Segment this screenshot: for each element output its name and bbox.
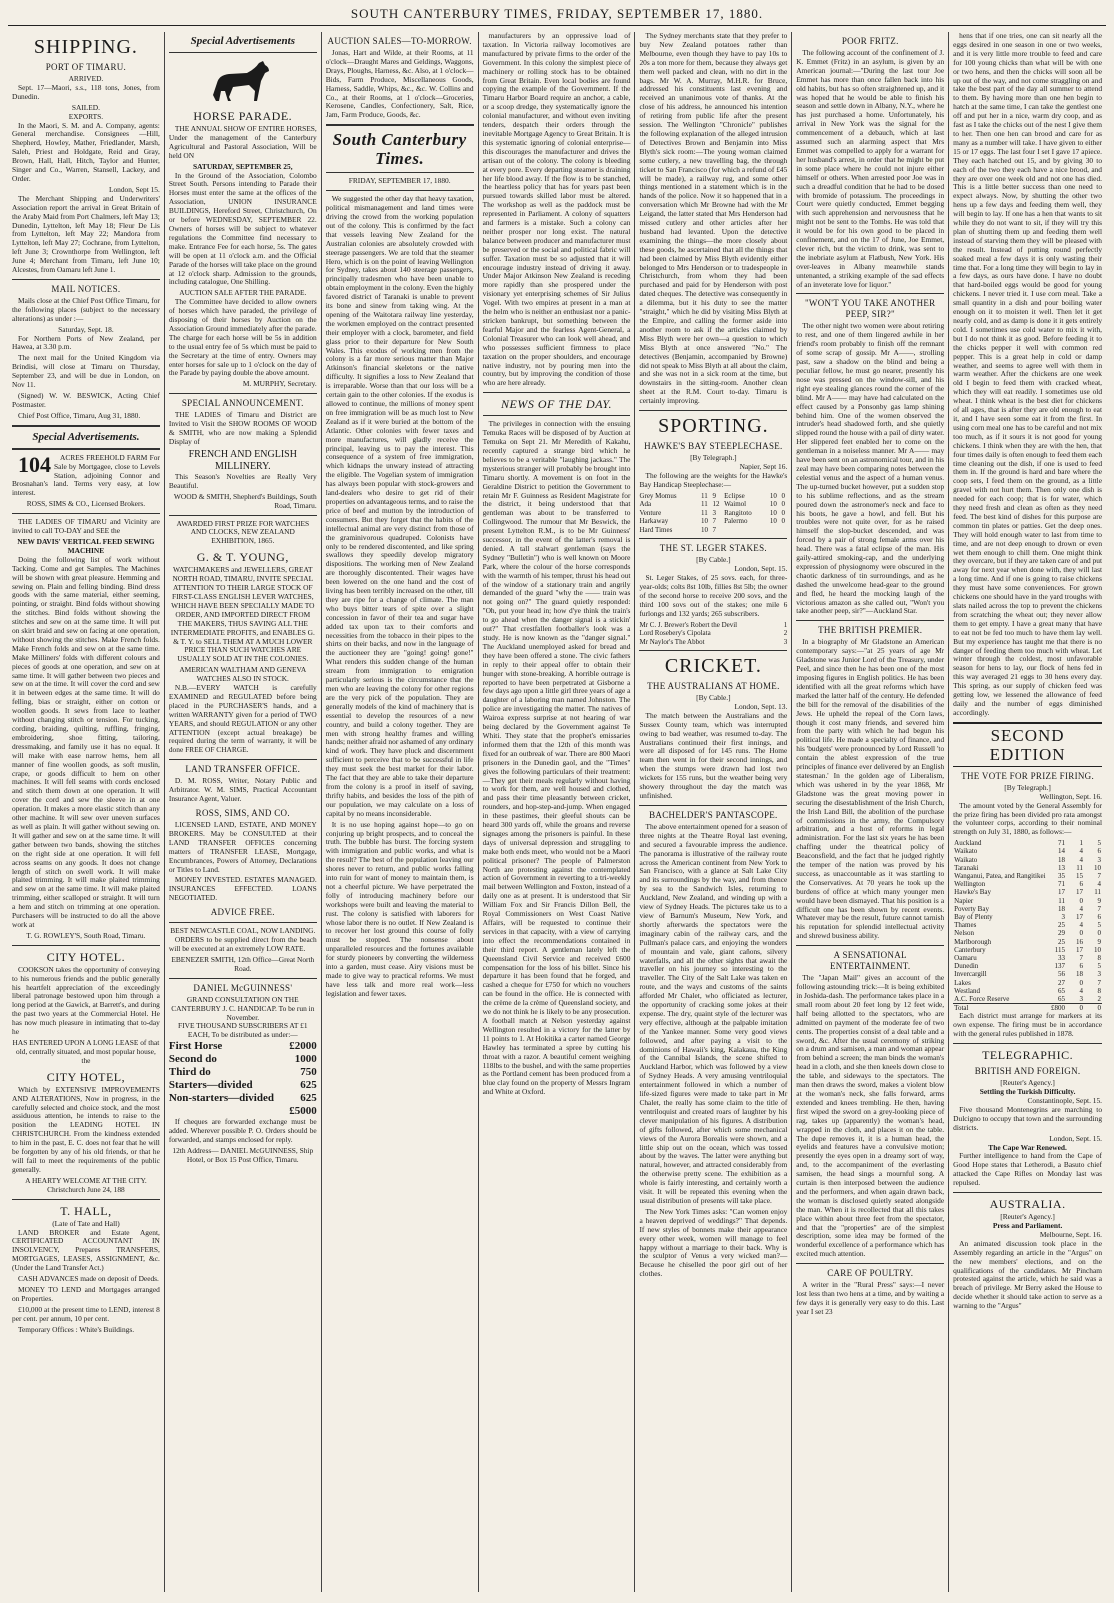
table-cell-corps: Waikato [954, 855, 978, 864]
table-cell-amount: 6 [1097, 913, 1102, 922]
cheques-text: If cheques are forwarded exchange must be added. Wherever possible P. O. Orders should be forwarded, and stamps enclosed for reply. [168, 1117, 317, 1145]
hall-sub: (Late of Tate and Hall) [52, 1218, 120, 1228]
land-transfer-title: LAND TRANSFER OFFICE. [185, 764, 301, 775]
press-text: An animated discussion took place in the Assembly regarding an article in the "Argus" on the new members' elections, and on the qualifications of the candidates. Mr Pincham protested against the article, which he said was a breach of privilege. Mr Berry asked the House to decide whether it should take action to serve as a warning to the "Argus" [953, 1238, 1103, 1311]
race-intro: The following are the weights for the Hawke's Bay Handicap Steeplechase:— [639, 470, 788, 489]
table-cell-amount: 15 [1076, 872, 1084, 881]
table-cell-amount: 56 [1058, 970, 1066, 979]
show-text2: In the Ground of the Association, Colombo Street South. Persons intending to Parade their Horses must enter the same at the offices of the Association, UNION INSURANCE BUILDINGS, Hereford Street, Christchurch, On or before WEDNESDAY, SEPTEMBER 22. Owners of horses will be subject to whatever regulations the Committee find necessary to make. Entrance Fee for each horse, 5s. The gates will be open at 11 o'clock a.m. and the Official Parade of the horses will take place on the ground at 12 o'clock sharp. Admission to the grounds, including catalogue, One Shilling. [168, 170, 317, 287]
divider [12, 425, 160, 427]
table-cell-amount: 17 [1058, 888, 1066, 897]
by-telegraph: [By Telegraph.] [690, 453, 737, 463]
divider [12, 279, 160, 280]
announce-text2: This Season's Novelties are Really Very Beautiful. [168, 471, 317, 490]
divider [796, 1263, 944, 1264]
consultation: GRAND CONSULTATION ON THE CANTERBURY J. C. HANDICAP. To be run in November. [171, 994, 315, 1022]
st-leger-title: THE ST. LEGER STAKES. [659, 543, 767, 554]
table-cell-corps: Westland [954, 986, 981, 995]
table-cell-amount: 11 [1076, 863, 1084, 872]
city-hotel-title-2: CITY HOTEL, [46, 1069, 126, 1084]
table-cell-amount: 16 [1076, 937, 1084, 946]
editorial: We suggested the other day that heavy taxation, political mismanagement and land times were driving the crowd from the working population out of the colony. This is confirmed by the fact that vessels leaving New Zealand for the Australian colonies are absolutely crowded with steerage passengers. We are told that the steamer Hero, which is on the point of leaving Wellington for Sydney, takes about 140 steerage passengers, principally tradesmen who have been unable to obtain employment in the colony. Even the highly favored district of Taranaki is unable to prevent its bone and sinew from taking wing. At the opening of the Waitotara railway line yesterday, the workmen employed on the contract presented their employer with a clock, barometer, and field glass prior to their departure for New South Wales. This exodus of working men from the colony is a far more serious matter than Major Atkinson's financial skeletons or the native difficulty. It signifies a loss to New Zealand that is irreparable. Worse than that our loss will be a certain gain to the other colonies. If the exodus is allowed to continue, the millions of money spent on free immigration will be as much lost to New Zealand as if it were buried at the bottom of the Atlantic. Other colonies with fewer taxes and more manufactures, will gladly receive the principal, leaving us to pay the interest. This consequence of a system of free immigration, which kidnaps the unwary instead of attracting the eligible. The Vogelian system of immigration has always been popular with stock-growers and land-dealers who desire to get rid of their properties on advantageous terms, and to raise the price of beef and mutton by the introduction of consumers. But they forget that the habits of the intellectual animal are very distinct from those of the graminivorous quadruped. Colonists have only to be rendered discontented, and like spring swallows they speedily develop migratory dispositions. The working men of New Zealand are thoroughly discontented. Their wages have been lowered on the one hand and the cost of living has been terribly increased on the other, till they are ripe for a change of climate. The man who buys bitter tears of spite over a slight concession in favor of their tea and sugar have added tax upon tax to their comforts and necessities from the tobacco in their pipes to the shirts on their backs, and now in the language of the auctioneer they are "going! going! gone!" What renders this sudden change of the human stream from immigration to emigration particularly serious is the circumstance that the men who are leaving the colony for other regions are the very pick of the population. They are generally models of the kind of machinery that is essential to develop the resources of a new country, and build a colony together. They are men with strong healthy frames and willing hands; neither afraid nor ashamed of any ordinary kind of work. They have pluck and discernment sufficient to perceive that to be successful in life they must seek the best market for their labor. The fact that they are able to take their departure from the colony is a proof in itself of saving, thrifty habits, and besides the loss of the pith of our population, we may calculate on a loss of capital by no means inconsiderable. [325, 194, 474, 818]
mail-text2: For Northern Ports of New Zealand, per Hawea, at 3.30 p.m. [12, 333, 160, 352]
col7-text: hens that if one tries, one can sit nearly all the eggs desired in one season in one or two weeks, and it is very little more trouble to feed and care for 100 young chicks than what will be with one or two hens, and then the chicks will soon all be up out of the way, and not come straggling on and take the best part of the day all summer to attend to them. By having more than one hen begin to hatch at the same time, I can take the gentlest one off and put her in a nice, warm dry coop, and as fast as I take the chicks out of the nest I give them to her. Then one hen can brood and care for as many as a number will take. I have given to either 15 or 17 eggs. The last four I set I gave 17 apiece. They each hatched out 15, and by giving 30 to each of the two they each have a nice brood, and they are over one week old and not one has died. This is a little better success than one need to expect always. Now, by shutting the other two hens up a few days and feeding them well, they will begin to lay. If one has a hen that wants to sit while they do not want to sit, if they will try this plan of shutting them up and feeding them well instead of starving them they will be pleased with the result. Instead of putting round perfectly soaked meal a few days it is only wasting their time that. For a long time they will begin to lay in a few days, as ours have done. I have no doubt that hard-boiled eggs would be good for young chickens. I never tried it. I use corn meal. Take a small quantity in a dish and pour boiling water enough on it to moisten it well. Then let it get nearly cold, and as damp is done it it gets entirely cold. I sometimes use cold water to mix it with, but I do not think it as good. Before feeding it to the chicks pepper it well with common red pepper. This is a great help in cold or damp weather, and seems to agree well with them in warm weather. After the chickens are one week old I begin to feed them with cracked wheat, which they will eat readily. I sometimes use old wheat. I think wheat is the best diet for chickens of all ages, that is after they are old enough to eat it, and I have seen some eat it from the first. In using corn meal one has to be careful and not mix too much, as if it sours it is not good for young chickens. I think when they are with the hen, that four times daily is often enough to feed them each time cleaning out the dish, if one is used to feed them in. If the ground is hard and bare where the coop sets, I feed them on the ground, as a little gravel with not hurt them. Then only one dish is needed for each coop; that is for water, which they need fresh and clean as often as they need feed. The best kind of dishes for this purpose are common tin plates or patties. Get the deep ones. They will hold enough water to last from time to time, and are not deep enough to drown or even wet them enough to chill them. One might think they overcare, but if they are taken care of and put away for next year when done with, they will last a long time. And if one is going to raise chickens they must have some conveniences. For grown chickens one should have in the yard troughs with slats nailed across the top to prevent the chickens from scratching the wheat out; they never allow them to get empty. I have a great many that have to eat not be fed too much to have them lay well. But my experience has taught me that there is no danger of feeding them too much with wheat. Let winter through the coldest, most unfavorable season for hens to lay, our flock of hens fed in this way averaged 21 eggs to 30 hens every day. This spring, as our supply of chicken feed was getting low, we lessened the allowance of feed daily and the number of eggs diminished accordingly. [953, 32, 1103, 717]
prize-row: Third do 750 [168, 1066, 317, 1079]
table-cell-amount: 8 [1097, 986, 1102, 995]
offices-text: Temporary Offices : White's Buildings. [18, 1324, 135, 1334]
table-cell-amount: 71 [1058, 839, 1066, 848]
reuters: [Reuter's Agency.] [1000, 1212, 1055, 1222]
table-row [953, 856, 1102, 864]
newcastle-coal: BEST NEWCASTLE COAL, NOW LANDING. [170, 926, 316, 936]
ebenezer: EBENEZER SMITH, 12th Office—Great North Road. [171, 954, 315, 973]
by-cable: [By Cable.] [696, 693, 731, 703]
table-cell-amount: 71 [1058, 880, 1066, 889]
table-row [953, 897, 1102, 905]
address: 12th Address— DANIEL McGUINNESS, Ship Hotel, or Box 15 Post Office, Timaru. [172, 1145, 314, 1164]
table-cell-amount: 4 [1079, 855, 1084, 864]
mcguinness-title: DANIEL McGUINNESS' [193, 982, 293, 993]
paper-date: FRIDAY, SEPTEMBER 17, 1880. [348, 176, 451, 186]
turkish-title: Settling the Turkish Difficulty. [979, 1087, 1076, 1097]
reuters: [Reuter's Agency.] [1000, 1078, 1055, 1088]
melbourne-date: Melbourne, Sept. 16. [1039, 1229, 1103, 1239]
table-cell-amount: 4 [1079, 847, 1084, 856]
table-cell-amount: 11 [1094, 888, 1102, 897]
murphy: M. MURPHY, Secretary. [242, 379, 317, 389]
table-cell-amount: 3 [1097, 970, 1102, 979]
table-cell-amount: 33 [1058, 954, 1066, 963]
divider [639, 805, 787, 806]
table-cell-amount: 10 [1094, 945, 1102, 954]
london-date: London, Sept. 13. [734, 701, 788, 711]
table-cell-amount: 27 [1058, 978, 1066, 987]
table-cell-corps: Poverty Bay [954, 904, 989, 913]
arrived-text: Sept. 17—Maori, s.s., 118 tons, Jones, from Dunedin. [12, 82, 160, 101]
advice-free: ADVICE FREE. [210, 907, 275, 918]
table-cell-amount: 137 [1054, 962, 1066, 971]
firing-text2: Each district must arrange for markers at its own expense. The firing must be in accordance with the general rules published in 1878. [953, 1011, 1103, 1039]
table-row [953, 905, 1102, 913]
table-row: Hard Times 10 7 [639, 525, 717, 534]
ross-text: LICENSED LAND, ESTATE, AND MONEY BROKERS. May be CONSULTED at their LAND TRANSFER OFFICES concerning matters of TRANSFER LEASE, Mortgage, Encumbrances, Powers of Attorney, Declarations or Titles to Land. [168, 820, 317, 874]
prize-row: First Horse £2000 [168, 1040, 317, 1053]
mail-office: Chief Post Office, Timaru, Aug 31, 1880. [18, 410, 141, 420]
table-cell-amount: 3 [1079, 995, 1084, 1004]
prize-row: Non-starters—divided 625 [168, 1092, 317, 1105]
table-cell-corps: Waikato [954, 847, 978, 856]
table-cell-amount: 7 [1097, 872, 1102, 881]
poultry-title: CARE OF POULTRY. [827, 1268, 914, 1279]
table-cell-amount: 5 [1097, 962, 1102, 971]
table-cell-corps: Wellington [954, 880, 986, 889]
firing-table [953, 839, 1102, 1012]
australia-title: AUSTRALIA. [989, 1197, 1066, 1212]
table-cell-amount: 6 [1079, 962, 1084, 971]
prize-row: Second do 1000 [168, 1053, 317, 1066]
special-ads-heading: Special Advertisements [190, 35, 295, 47]
table-cell-amount: 25 [1058, 937, 1066, 946]
special-announce-title: SPECIAL ANNOUNCEMENT. [181, 398, 304, 409]
table-cell-corps: Lakes [954, 978, 971, 987]
table-cell-corps: Hawke's Bay [954, 888, 991, 897]
weights-table [639, 492, 787, 535]
london-date: London, Sept 15. [108, 184, 160, 194]
table-cell-amount: 0 [1079, 896, 1084, 905]
table-cell-amount: 4 [1079, 921, 1084, 930]
sensational-title: A SENSATIONAL ENTERTAINMENT. [829, 950, 911, 972]
table-cell-corps: Invercargill [954, 970, 987, 979]
cash-text: CASH ADVANCES made on deposit of Deeds. [18, 1274, 159, 1284]
table-cell-amount: 8 [1097, 954, 1102, 963]
table-row [953, 979, 1102, 987]
port-heading: PORT OF TIMARU. [45, 62, 127, 72]
millinery: FRENCH AND ENGLISH MILLINERY. [188, 448, 297, 472]
table-row [953, 970, 1102, 978]
table-cell-corps: Thames [954, 921, 977, 930]
divider [12, 1199, 160, 1200]
divider [326, 172, 474, 173]
table-cell-corps: Canterbury [954, 945, 986, 954]
fritz-title: POOR FRITZ. [841, 36, 899, 46]
table-cell-amount: 0 [1084, 1004, 1102, 1013]
divider [326, 190, 474, 191]
table-cell-amount: 115 [1054, 945, 1066, 954]
cape-title: The Cape War Renewed. [988, 1142, 1067, 1152]
nb-text: N.B.—EVERY WATCH is carefully EXAMINED and REGULATED before being placed in the PURCHASER'S hands, and a written WARRANTY given for a period of TWO YEARS, and should REGULATION or any other ATTENTION (except actual breakage) be required during the term of warranty, it will be done FREE OF CHARGE. [168, 683, 317, 755]
column-5 [635, 32, 792, 1592]
shipping-title: SHIPPING. [33, 36, 138, 58]
table-cell-amount: 7 [1079, 954, 1084, 963]
table-cell-corps: Bay of Plenty [954, 913, 993, 922]
column-1 [8, 32, 165, 1592]
table-row [953, 913, 1102, 921]
special-ads-heading: Special Advertisements. [32, 430, 140, 443]
table-cell-amount: 11 [1058, 896, 1066, 905]
table-row [953, 847, 1102, 855]
wellington-date: Wellington, Sept. 16. [1039, 791, 1103, 801]
col5-text: The Sydney merchants state that they prefer to buy New Zealand potatoes rather than Melbourne, even though they have to pay 10s to 20s a ton more for them, because they always get them well packed and clean, with no dirt in the bags. Mr W. A. Murray, M.H.R. for Bruce, addressed his constituents last evening and received an unanimous vote of thanks. At the close of his address, he announced his intention of retiring from public life after the present session. The Wellington "Chronicle" publishes the following explanation of the alleged intrusion of Detectives Brown and Benjamin into Miss Blyth's sick room:—The young woman claimed some cutlery, a new travelling bag, the through ticket to San Francisco (for which a refund of £45 will be made), a railway rug, and some other things mentioned in a statement which is in the hands of the police. Now it so happened that in a conversation which Mr Browne had with the Mr Leigand, the latter stated that Mrs Henderson had missed cutlery and other articles after her husband had levanted. Upon the detective examining the things—the more closely about these goods, he ascertained that all the things that had been claimed by Miss Blyth evidently either belonged to Mrs Henderson or to tradespeople in Christchurch, from whom they had been purchased and paid for by Henderson with post dated cheques. The detective was consequently in a dilemma, but it his duty to see the matter "straight," which he did by visiting Miss Blyth at the Empire, and calling the former aside into another room to ask if the articles claimed by Miss Blyth were her own—a question to which Miss Blyth at once answered "No." The detectives (Benjamin, accompanied by Browne) did not speak to Miss Blyth at all about the claim, and she was not in a sick room at the time, but downstairs in the sitting-room. Another clean sheet at the R.M. Court to-day. Timaru is certainly improving. [639, 32, 788, 406]
table-cell-amount: 7 [1097, 904, 1102, 913]
table-cell-corps: Nelson [954, 929, 974, 938]
sporting-title: SPORTING. [658, 415, 769, 438]
london-date: London, Sept. 15. [1049, 1133, 1103, 1143]
divider [639, 410, 787, 411]
news-text: The privileges in connection with the ensuing Temuka Races will be disposed of by Auction at Temuka on Sept 21. Mr Meredith of Kakahu, recently captured a strange bird which he believes to be a veritable "laughing jackass." The mysterious stranger will probably be brought into Timaru shortly. A movement is on foot in the Geraldine District to petition the Government to retain Mr F. Guinness as Resident Magistrate for the district, it being understood that that gentleman was about to be transferred to Collingwood. The rumour that Mr Beswick, the present Lyttelton R.M., is to be Mr Guinness' successor, in the event of the latter's removal is denied. A tall stalwart gentleman (says the Sydney "Bulletin") who is well known on Moore Park, where the colour of the horse corresponds with the warmth of his temper, thrust his head out of the window of a stationary train and angrily demanded of the guard "why the —— train was not going on?" The guard quietly responded: "Oh, put your head in; how d'ye think the train's to go ahead when the danger signal is a stickin' out?" That crestfallen footballer's look was a study. He is now known as the "danger signal." The Auckland unemployed asked for bread and they have been offered a stone. The civic fathers in reply to their appeal offer to obtain their hunger with stone-breaking. A horrible outrage is reported to have been perpetrated at Gisborne a few days ago upon a little girl three years of age a daughter of a laboring man named Johnston. The police are investigating the matter. The natives of Wairoa express surprise at not hearing of war being declared by the Government against Te Whiti. They state that the prophet's emissaries informed them that the 12th of this month was fixed for an outbreak of war. There are 800 Maori prisoners in the Dunedin gaol, and the "Times" gives the following particulars of their treatment:—They get their meals regularly without having to work for them, are well housed and clothed, and pass their time pleasantly between cricket, rounders, and hop-step-and-jump. When engaged in these pastimes, their gleeful shouts can be heard 300 yards off, while the groans and reverse signages among the prisoners is painful. In these days of universal depression and struggling to make both ends meet, who would not be a Maori political prisoner? The people of Palmerston North are protesting against the contemplated action of Government in reverting to a tri-weekly mail between Wellington and Foxton, instead of a daily one as at present. It is understood that Sir William Fox and Sir Francis Dillon Bell, the Royal Commissioners on West Coast Native Affairs, will be requested to continue their services in that capacity, with a view of carrying into effect the recommendations contained in their third report. A gentleman lately left the Queensland Civil Service and received £600 compensation for the loss of his billet. Since his departure it has been found that he forged, and cashed a cheque for £750 for which no vouchers can be found in the office. He is connected with the crème de la crème of Queensland society, and we do not think he is likely to be any prosecution. A football match at Nelson yesterday against Wellington resulted in a victory for the latter by 11 points to 1. At Hokitika a carter named George Hawley has terminated a spree by cutting his throat with a razor. A beautiful cement weighing 118lbs to the bushel, and with the same properties as the Portland cement has been produced from a blue clay found on the property of Messrs Ingram and White at Oxford. [482, 419, 631, 1097]
city-hotel-title: CITY HOTEL. [46, 949, 126, 964]
table-cell-amount: 4 [1079, 986, 1084, 995]
bachelder-title: BACHELDER'S PANTASCOPE. [649, 809, 778, 820]
table-row [953, 872, 1102, 880]
table-cell-amount: 18 [1058, 904, 1066, 913]
table-row: Ada 11 12 Waimol 10 0 [639, 500, 785, 509]
auction-text: Jonas, Hart and Wilde, at their Rooms, at 11 o'clock—Draught Mares and Geldings, Waggons, Drays, Ploughs, Harness, &c. Also, at 1 o'clock—Bids, Farm Produce, Miscellaneous Goods, Harness, Saddle, Whips, &c., &c. W. Collins and Co., at their Rooms, at 1 o'clock—Groceries, Kerosene, Candles, Confectionery, Salt, Rice, Jam, Farm Produce, Goods, &c. [325, 48, 474, 120]
firing-text: The amount voted by the General Assembly for the prize firing has been divided pro rata amongst the volunteer corps, according to their nominal strength on July 31, 1880, as follows:— [953, 800, 1103, 837]
divider [12, 448, 160, 450]
table-cell-corps: Oamaru [954, 954, 977, 963]
davis-text: Doing the following list of work without Tacking. Come and get Samples. The Machines will be shown with great pleasure. Hemming and sewing on. Plain and felling binding. Bind dress goods with the same material, either seeming, pointing, or straight. Bind folds without showing the stitches. Bind folds without showing the stitches and sew on at the same time. It will put on skirt braid and sew on facing at one operation, without showing the stitches. Make French folds. Make French folds and sew on at the same time. Make Milliners' folds with different colours and pieces of goods at one operation, and sew on at same time. It will gather between two pieces and sew on at the time. It will cover the cord and sew it in between edges at the same time. It will do felling, bias or straight, either on cotton or woollen goods. It sews from lace to leather without changing stitch or tension. For tucking, cording, braiding, quilting, ruffling, fringing, embroidering, shoe fitting, tailoring, dressmaking, and family use it has no equal. It will make with ease narrow hems, hem all manner of fine woollen goods, as soft muslin, crape, or goods difficult to hem on other machines. It will fell seams with cords enclosed and stitch them down at one operation. It will cover the cord and sew the sleeve in at one operation. It makes a more elastic stitch than any other machine. It will sew over uneven surfaces as well as plain. It will gather without sewing on. It will gather and sew on at the same time. It will gather between two bands, showing the stitches on the right side at one operation. It will fell across seams on any goods. It does not change length of stitch on swell work. It will make plaited trimming. It will make plaited trimming and sew on at the same time. It will make plaited trimming, either scalloped or straight. It will turn a hem and stitch on trimming at one operation. Purchasers will be instructed to do all the above work at [12, 554, 160, 929]
lend-text: £10,000 at the present time to LEND, interest 8 per cent. per annum, 10 per cent. [12, 1304, 160, 1323]
napier-date: Napier, Sept 16. [739, 461, 788, 471]
nyt-text: The New York Times asks: "Can women enjoy a heaven deprived of weddings?" That depends. If new styles of bonnets make their appearance every other week, women will manage to feel happy without a marriage to their back. Why is the sculptor of Venus a very wicked man?—Because he chiselled the poor girl out of her clothes. [639, 1206, 788, 1279]
news-title: NEWS OF THE DAY. [501, 397, 612, 412]
ross-names: D. M. ROSS, Writer, Notary Public and Arbitrator. W. M. SIMS, Practical Accountant Insurance Agent, Valuer. [168, 776, 317, 804]
london-date: London, Sept. 15. [734, 564, 788, 574]
divider [169, 52, 317, 53]
table-cell-amount: 25 [1058, 921, 1066, 930]
divider [169, 978, 317, 979]
table-cell-corps: Taranaki [954, 863, 979, 872]
london-text: The Merchant Shipping and Underwriters' Association report the arrival in Great Britain of the Araby Maid from Port Chalmers, left May 13; Dunedin, Lyttelton, left May 18; Fleur De Lis from Lyttelton, left May 22; Mandora from Lyttelton, left May 27; Cochrane, from Lyttelton, left June 3; Crownthorpe from Wellington, left June 4; Merchant from Timaru, left June 10; Alcestes, from Oamaru left June 1. [12, 193, 160, 275]
table-cell-amount: 5 [1097, 921, 1102, 930]
wont-title: "WON'T YOU TAKE ANOTHER PEEP, SIR?" [804, 298, 936, 320]
table-row: Mr C. J. Brewer's Robert the Devil 1 [639, 620, 788, 629]
table-cell-corps: Marlborough [954, 937, 992, 946]
horse-icon [203, 57, 283, 105]
leger-text: St. Leger Stakes, of 25 sovs. each, for three-year-olds; colts 8st 10lb, fillies 8st 5lb; the owner of the second horse to receive 200 sovs, and the third 100 sovs out of the stakes; one mile 6 furlongs and 132 yards; 265 subscribers. [639, 573, 788, 618]
table-cell-amount: 0 [1066, 1004, 1084, 1013]
press-title: Press and Parliament. [992, 1220, 1063, 1230]
young-title: G. & T. YOUNG, [196, 550, 289, 565]
column-3 [322, 32, 479, 1592]
divider [12, 945, 160, 946]
hotel-date: Christchurch June 24, 188 [47, 1184, 125, 1194]
divider [639, 650, 787, 651]
arrived-label: ARRIVED. [68, 74, 104, 83]
table-cell-amount: 29 [1058, 929, 1066, 938]
telegraphic-title: TELEGRAPHIC. [982, 1048, 1074, 1063]
col4-text: manufacturers by an oppressive load of taxation. In Victoria railway locomotives are manufactured by private firms to the order of the Government. In this colony the simplest piece of machinery or rolling stock has to be obtained from Great Britain. Even local bodies are found copying the example of the Government. If the Timaru Harbor Board require an anchor, a cable, or a scoop dredge, they systematically ignore the colonial manufacturer, and without even inviting tenders, despatch their orders through the inevitable Mortgage Agency to Great Britain. It is this systematic ignoring of colonial enterprise—this discourages the manufacturer and drives the artisan out of the colony. The colony is bleeding at every pore. Every departing steamer is draining her life blood away. If the flow is to be stanched, the heartless policy that has for years past been pursued towards skilled labor must be altered. The workshop as well as the paddock must be represented in Parliament. A colony of squatters and farmers is a mistake. Such a colony can neither prosper nor long exist. The natural balance between producer and manufacturer must be preserved or the social and political fabric will suffer. Taxation must be so adjusted that it will encourage industry instead of driving it away. Under Major Atkinson New Zealand is receding more rapidly than she prospered under the visionary yet enterprising schemes of Sir Julius Vogel. With two empires at present in a man at the helm who is neither an enthusiast nor a panic-stricken bankrupt, but something between the fearful Major and the fearless Agent-General, a Colonial Treasurer who can look well ahead, and who possesses sufficient firmness to place taxation on the proper shoulders, and encourage native industry, not by pouring men into the country, but by improving the condition of those who are here already. [482, 32, 631, 388]
table-row [953, 839, 1102, 847]
divider [326, 124, 474, 126]
paper-title: South Canterbury Times. [332, 130, 467, 169]
table-row: Mr Naylor's The Abbot 3 [639, 637, 788, 646]
premier-text: In a biography of Mr Gladstone an American contemporary says:—"at 25 years of age Mr Gladstone was Junior Lord of the Treasury, under Peel, and since then he has been one of the most imposing figures in English politics. He has been identified with all the great reforms which have marked the latter half of the century. He defended the bill for the removal of the disabilities of the Jews. He upheld the repeal of the Corn laws, though it cost many friends, and severed him from the party with which he had begun his political life. He made a specialty of finance, and his 'budgets' were pronounced by Lord Russell 'to contain the ablest expression of the true principles of finance ever delivered by an English statesman.' In the golden age of Liberalism, which was ushered in by the year 1868, Mr Gladstone was the great moving power in securing the disestablishment of the Irish Church, the Irish Land Bill, the abolition of the purchase of commissions in the army, the Compulsory arbitration, and a host of reforms in legal administration. For the last six years he has been chaffing under the theatrical policy of Beaconsfield, and the fact that he judged rightly the temper of the nation was proved by his success, as unaccountable as it was startling to the Conservatives. At 70 years he took up the burdens of office at which many younger men would have been dismayed. That his position is a difficult one has been shown by recent events. Whatever may be the result, future cannot tarnish his reputation for splendid intellectual activity and shrewd business ability. [796, 637, 945, 941]
table-cell-amount: 9 [1097, 896, 1102, 905]
editorial-2: It is no use hoping against hope—to go on conjuring up bright prospects, and to conceal the truth. The bubble has burst. The forcing system with immigration and public works, and what is the result? The best of the population leaving our shores never to return, and public works falling into ruin for want of money to maintain them, is not a cheerful picture. We have perpetrated the folly of introducing machinery before our workshops were built and leaving the material to rust. The colony is satisfied with laborers for whose labor there is no outlet. If New Zealand is to recover her lost ground this course of folly must be stopped. The nonsense about unparalleled resources and the fortunes available for sturdy pioneers by converting the wilderness into a garden, must cease. Airy visions must be made to give way to practical reforms. We must have less talk and more real work—less legislation and fewer taxes. [325, 819, 474, 998]
hotel-text2: Which by EXTENSIVE IMPROVEMENTS AND ALTERATIONS, Now in progress, in the carefully selected and choice stock, and the most assiduous attention, he intends to raise to the position the LEADING HOTEL IN CHRISTCHURCH. From the kindness extended to him in the past, E. C. does not fear that he will be forgotten by any of his old friends, or that he will fail to meet the requirements of the public generally. [12, 1084, 160, 1174]
money-invested: MONEY INVESTED. ESTATES MANAGED. INSURANCES EFFECTED. LOANS NEGOTIATED. [168, 875, 317, 903]
table-cell-amount: 10 [1094, 863, 1102, 872]
australians-title: THE AUSTRALIANS AT HOME. [647, 681, 780, 692]
hotel-lease: HAS ENTERED UPON A LONG LEASE of that old, centrally situated, and most popular house, the [12, 1038, 160, 1065]
hotel-text: COOKSON takes the opportunity of conveying to his numerous friends and the public generally his heartfelt appreciation of the exceedingly liberal patronage bestowed upon him through a long period at the Gawick, at Barrett's, and during the past two years at the Commercial Hotel. He has now much pleasure in intimating that to-day he [12, 964, 160, 1037]
mail-signed: (Signed) W. W. BESWICK, Acting Chief Postmaster. [12, 391, 160, 409]
table-cell-amount: 35 [1058, 872, 1066, 881]
table-cell-amount: 65 [1058, 995, 1066, 1004]
by-telegraph: [By Telegraph.] [1004, 782, 1051, 792]
divider [639, 538, 787, 539]
sensational-text: The "Japan Mail" gives an account of the following astounding trick:—It is being exhibited in Joshida-dash. The performance takes place in a small room about 20 feet long by 12 feet wide, half being allotted to the spectators, who are admitted on payment of the moderate fee of two cents. The properties consist of a deal table and a sword, &c. After the usual ceremony of striking on a drum and samisen, a man and woman appear from behind a screen; the man binds the woman's head in a cloth, and she then kneels down close to the table, and sideways to the spectators. The man then draws the sword, makes a violent blow at the woman's neck, she falls forward, arms extended and knees trembling. He then, having first wiped the sword on a grey-looking piece of rag, takes up (apparently) the woman's head, wrapped in the cloth, and places it on the table. The dupe removes it, it is a human head, the eyelids and features have a convulsive motion; presently the eyes open in a dreamy sort of way, and, to the accompaniment of the everlasting samisen, the head sings a mournful song. A curtain is then interposed between the audience and the performers, and when again drawn back, the woman is disclosed quietly seated alongside the man. When it is recollected that all this takes place within about three feet from the spectator, and that the "properties" are of the simplest description, some idea may be formed of the wonderful excellence of a performance which has excited much attention. [796, 973, 945, 1259]
prize-list [169, 1040, 317, 1118]
table-row [953, 946, 1102, 954]
table-row [953, 995, 1102, 1004]
prize-total: £5000 [289, 1105, 317, 1118]
table-cell-corps: Auckland [954, 839, 982, 848]
divider [12, 513, 160, 514]
table-row [953, 929, 1102, 937]
table-cell-corps: A.C. Force Reserve [954, 995, 1010, 1004]
wood-smith: WOOD & SMITH, Shepherd's Buildings, South Road, Timaru. [173, 491, 317, 510]
table-cell-amount: 4 [1079, 904, 1084, 913]
american-watches: AMERICAN WALTHAM AND GENEVA WATCHES ALSO IN STOCK. [179, 665, 307, 684]
table-row [953, 880, 1102, 888]
committee-text: The Committee have decided to allow owners of horses which have paraded, the privilege of disposing of their horses by Auction on the Association Ground immediately after the parade. The charge for each horse will be 5s in addition to the usual entry fee of 5s which must be paid to the Secretary at the time of entry. Owners may enter horses for sale up to 1 o'clock on the day of the Parade by paying double the above amount. [168, 297, 317, 378]
ross-sims-title: ROSS, SIMS, AND CO. [195, 808, 290, 818]
table-row [953, 962, 1102, 970]
divider [169, 393, 317, 394]
ladies-text: THE LADIES OF TIMARU and Vicinity are invited to call TO-DAY and SEE the [12, 517, 160, 536]
divider [796, 293, 944, 294]
table-row [953, 921, 1102, 929]
auction-title: AUCTION SALES—TO-MORROW. [327, 36, 472, 46]
table-cell-amount: 65 [1058, 986, 1066, 995]
premier-title: THE BRITISH PREMIER. [818, 625, 923, 636]
hall-name: T. HALL, [60, 1203, 112, 1218]
table-cell-amount: 18 [1058, 855, 1066, 864]
table-cell-amount: 0 [1079, 929, 1084, 938]
table-cell-corps: Dunedin [954, 962, 979, 971]
table-cell-amount: 6 [1097, 847, 1102, 856]
table-cell-amount: £800 [1048, 1004, 1066, 1013]
table-row [953, 888, 1102, 896]
mail-title: MAIL NOTICES. [51, 283, 121, 294]
by-cable: [By Cable.] [696, 555, 731, 565]
mail-text3: The next mail for the United Kingdom via Brindisi, will close at Timaru on Thursday, September 23, and will be due in London, on Nov 11. [12, 353, 160, 390]
table-cell-amount: 1 [1079, 839, 1084, 848]
prize-row: Starters—divided 625 [168, 1079, 317, 1092]
constantinople-date: Constantinople, Sept. 15. [1027, 1096, 1103, 1106]
divider [169, 922, 317, 923]
table-row: Lord Rosebery's Cipolata 2 [639, 629, 788, 638]
table-cell-amount: 5 [1097, 839, 1102, 848]
davis-title: NEW DAVIS' VERTICAL FEED SEWING MACHINE [17, 536, 155, 555]
table-row: Grey Momus 11 9 Eclipse 10 0 [639, 491, 785, 500]
exports-label: EXPORTS. [68, 111, 104, 121]
table-cell-corps: Total [953, 1004, 1048, 1013]
sailed-label: SAILED. [71, 102, 100, 112]
hotel-welcome: A HEARTY WELCOME AT THE CITY. [25, 1175, 147, 1185]
table-cell-amount: 0 [1079, 978, 1084, 987]
divider [483, 392, 631, 393]
british-title: BRITISH AND FOREIGN. [974, 1066, 1081, 1077]
rowley: T. G. ROWLEY'S, South Road, Timaru. [26, 930, 146, 940]
prize-firing-title: THE VOTE FOR PRIZE FIRING. [961, 770, 1095, 781]
orders-text: ORDERS to be supplied direct from the beach will be executed at an extremely LOW RATE. [168, 935, 317, 953]
hawkes-title: HAWKE'S BAY STEEPLECHASE. [644, 441, 783, 452]
table-cell-amount: 17 [1076, 945, 1084, 954]
mail-text: Mails close at the Chief Post Office Timaru, for the following places (subject to the necessary alterations) as under :— [12, 295, 160, 323]
second-edition-title: SECOND EDITION [953, 722, 1102, 767]
divider [953, 1043, 1102, 1044]
turkish-text: Five thousand Montenegrins are marching to Dulcigno to occupy that town and the surrounding districts. [953, 1104, 1103, 1132]
column-7 [949, 32, 1106, 1592]
show-date: SATURDAY, SEPTEMBER 25, [193, 161, 293, 171]
table-row [953, 938, 1102, 946]
table-cell-amount: 14 [1058, 847, 1066, 856]
table-cell-amount: 9 [1097, 937, 1102, 946]
table-row [953, 864, 1102, 872]
table-row: Venture 11 3 Rangitoto 10 0 [639, 508, 785, 517]
bachelder-text: The above entertainment opened for a season of three nights at the Theatre Royal last evening, and secured a favourable impress the audience. The panorama is illustrative of the railway route across the American continent from New York to San Francisco, with a glance at Salt Lake City and its surroundings by the way, and from thence by sea to the Sandwich Isles, returning to Auckland, New Zealand, and winding up with a view of Sydney Heads. The pictures take us to a view of Barnum's Museum, New York, and shortly afterwards the spectators were the imaginary cabin of the railway cars, and the Pullman's palace cars, and enjoying the wonders of mountain and vale, giant cañons, silvery waterfalls, and all the other sights that await the traveller on his journey so interesting to the traveller. The City of the Salt Lake was taken en route, and the ways and customs of the saints afforded Mr Chalet, who officiated as lecturer, the opportunity of cracking some jokes at their expense. The dry, quaint style of the lecturer was very effective, although at the palpable imitation of the Yankee manner. Some very good views followed, and after paying a visit to the dominions of Hawaii's king, Kalakaua, the King of the Cannibal Islands, the scene shifted to Auckland Harbor, which was followed by a view of Sydney Heads. A very amusing ventriloquial entertainment followed in which a number of life-sized figures were made to take part in Mr Chalet, the really has some claim to the title of ventriloquist and created roars of laughter by his clever manipulation of his figures. A distribution of gifts followed, after which some mechanical views of the Aurora Borealis were shown, and a little ship out on the ocean, which was tossed about by the waves. The latter were anything but natural, however, and attracted considerably from the otherwise pretty scene. The exhibition as a whole is fairly interesting, and certainly worth a visit. It will be repeated this evening when the usual distribution of presents will take place. [639, 821, 788, 1205]
table-cell-amount: 0 [1097, 929, 1102, 938]
show-text: THE ANNUAL SHOW OF ENTIRE HORSES, Under the management of the Canterbury Agricultural and Pastoral Association, Will be held ON [168, 124, 317, 160]
table-row [953, 954, 1102, 962]
young-text: WATCHMAKERS and JEWELLERS, GREAT NORTH ROAD, TIMARU, INVITE SPECIAL ATTENTION TO THEIR LARGE STOCK OF FIRST-CLASS ENGLISH LEVER WATCHES, WHICH HAVE BEEN SPECIALLY MADE TO ORDER, AND IMPORTED DIRECT FROM THE MAKERS, THUS SAVING ALL THE INTERMEDIATE PROFITS, and ENABLES G. & T. Y. to SELL THEM AT A MUCH LOWER PRICE THAN SUCH WATCHES ARE USUALLY SOLD AT IN THE COLONIES. [170, 565, 315, 664]
table-cell-amount: 2 [1097, 995, 1102, 1004]
table-cell-amount: 7 [1097, 978, 1102, 987]
cape-text: Further intelligence to hand from the Cape of Good Hope states that Letherodi, a Basuto chief attacked the Cape Rifles on Monday last was repulsed. [953, 1151, 1103, 1188]
table-cell-amount: 3 [1097, 855, 1102, 864]
poultry-text: A writer in the "Rural Press" says:—I never lost less than two hens at a time, and by waiting a few days it is generally very easy to do this. Last year I set 23 [796, 1280, 945, 1316]
divider [169, 759, 317, 760]
table-cell-amount: 6 [1079, 880, 1084, 889]
horse-parade-title: HORSE PARADE. [193, 109, 293, 123]
money-text: MONEY TO LEND and Mortgages arranged on Properties. [12, 1284, 160, 1303]
acres-text: ACRES FREEHOLD FARM For Sale by Mortgagee, close to Levels Station, adjoining Connor and Brosnahan's land. Terms very easy, at low interest. [12, 452, 160, 498]
column-2 [165, 32, 322, 1592]
table-cell-corps: Napier [954, 896, 974, 905]
divider [796, 620, 944, 621]
ross-brokers: ROSS, SIMS & CO., Licensed Brokers. [26, 499, 146, 509]
cricket-title: CRICKET. [664, 655, 762, 678]
table-cell-corps: Wanganui, Patea, and Rangitikei [954, 872, 1046, 881]
table-row [953, 987, 1102, 995]
acres-number: 104 [18, 451, 51, 477]
table-cell-amount: 17 [1076, 888, 1084, 897]
table-row: Harkaway 10 7 Palermo 10 0 [639, 517, 785, 526]
placings-table [639, 621, 787, 647]
announce-text: THE LADIES of Timaru and District are Invited to Visit the SHOW ROOMS OF WOOD & SMITH, who are now making a Splendid Display of [168, 410, 317, 446]
divider [953, 1192, 1102, 1193]
table-cell-amount: 3 [1061, 913, 1066, 922]
table-cell-amount: 4 [1097, 880, 1102, 889]
hall-text: LAND BROKER and Estate Agent, CERTIFICATED ACCOUNTANT IN INSOLVENCY, Prepares TRANSFERS, MORTGAGES, LEASES, ASSIGNMENT, &c. (Under the Land Transfer Act.) [12, 1227, 160, 1273]
column-4 [479, 32, 636, 1592]
masthead: SOUTH CANTERBURY TIMES, FRIDAY, SEPTEMBER 17, 1880. [8, 6, 1106, 26]
auction-after: AUCTION SALE AFTER THE PARADE. [179, 288, 307, 298]
divider [169, 515, 317, 516]
mail-date: Saturday, Sept. 18. [58, 324, 114, 334]
cricket-text: The match between the Australians and the Sussex County team, which was interrupted owing to bad weather, was resumed to-day. The Australians continued their first innings, and were all disposed of for 145 runs. The Home team then went in for their second innings, and when the stumps were drawn had lost two wickets for 155 runs, but the weather being very showery throughout the day the match was unfinished. [639, 710, 788, 800]
table-cell-amount: 13 [1058, 863, 1066, 872]
columns [8, 32, 1106, 1592]
awarded: AWARDED FIRST PRIZE FOR WATCHES AND CLOCKS, NEW ZEALAND EXHIBITION, 1865. [176, 518, 310, 546]
table-cell-amount: 18 [1076, 970, 1084, 979]
table-cell-amount: 17 [1076, 913, 1084, 922]
fritz-text: The following account of the confinement of J. K. Emmet (Fritz) in an asylum, is given by an American journal:—"During the last tour Joe Emmet has more than once fallen back into his old habits, but has so often straightened up, and it was hoped that he would be able to finish his season and settle down in Albany, N.Y., where he has just purchased a home. Unfortunately, his arrival in New York was the signal for the commencement of a debauch, which at last assumed such an alarming aspect that Mrs Emmet was compelled to apply for a warrant for her husband's arrest, in order that he might be put in some place where he could not injure either himself or others. When arrested poor Joe was in such a dreadful condition that he had to be dosed with bromide of potassium. The proceedings in Court were quietly conducted, Emmet begging with such apprehension and nervousness that he might not be sent to the Tombs. He was told that it would be for his own good to be placed in confinement, and on the 17 of June, Joe Emmet, clever rich, but the victim to drink, was sent to the inebriate asylum at Flatbush, New York. His over-leaves in Albany meanwhile stands untenanted, a striking example of the sad effects of an inveterate love for liquor." [796, 48, 945, 289]
exports-text: In the Maori, S. M. and A. Company, agents: General merchandise. Consignees —Hill, Shepherd, Howley, Mather, Friedlander, Marsh, Saleh, Priest and Holdgate, Reid and Gray, Brown, Hall, Hall, Hitch, Taylor and Hunter, Singer and Co., Warren, Stansell, Lackey, and Order. [12, 120, 160, 183]
wont-text: The other night two women were about retiring to rest, and one of them lingered awhile in her friend's room probably to finish off the remnant of some scrap of gossip. Mr A——, strolling past, saw a shadow on the blind and being a peculiar fellow, he must go nearer, presently his nose was pressed on the window-sill, and his right eye stealing glances round the corner of the blind. Mr A—— may have had calculated on the effect caused by a Ponsonby gas lamp shining behind him. One of the women observed the intruder's head shadowed forth, and she quietly slipped round the house with a pail of dirty water. Her slippered feet enabled her to come on the gentleman in a noiseless manner. Mr A—— may have been sent on an astronomical tour, and in his zeal may have been comparing notes between the celestial venus and the aspect of a human venus. The up-turned bucket however, put a sudden stop to his sublime reflections, and as the stream poured down the astronomer's neck and face to his boots, he gave a howl, and fell. But his troubles were not quite over, for as he raised himself the slop-bucket descended, and was forced by a pair of strong female arms over his head. There was a fatal eclipse of the man. His gaily-attired smoking-cap, and the underlying expression of physiognomy were obscured in the chaotic darkness of tin surroundings, and as he dashed the unwelcome head-gear to the ground and fled, he heard the mocking laugh of the victorious amazon as she called out, "Won't you take another peep, sir?"—Auckland Star. [796, 321, 945, 616]
column-6 [792, 32, 949, 1592]
divider [483, 415, 631, 416]
divider [796, 945, 944, 946]
five-thousand: FIVE THOUSAND SUBSCRIBERS AT £1 EACH, To be distributed as under:— [178, 1021, 308, 1040]
